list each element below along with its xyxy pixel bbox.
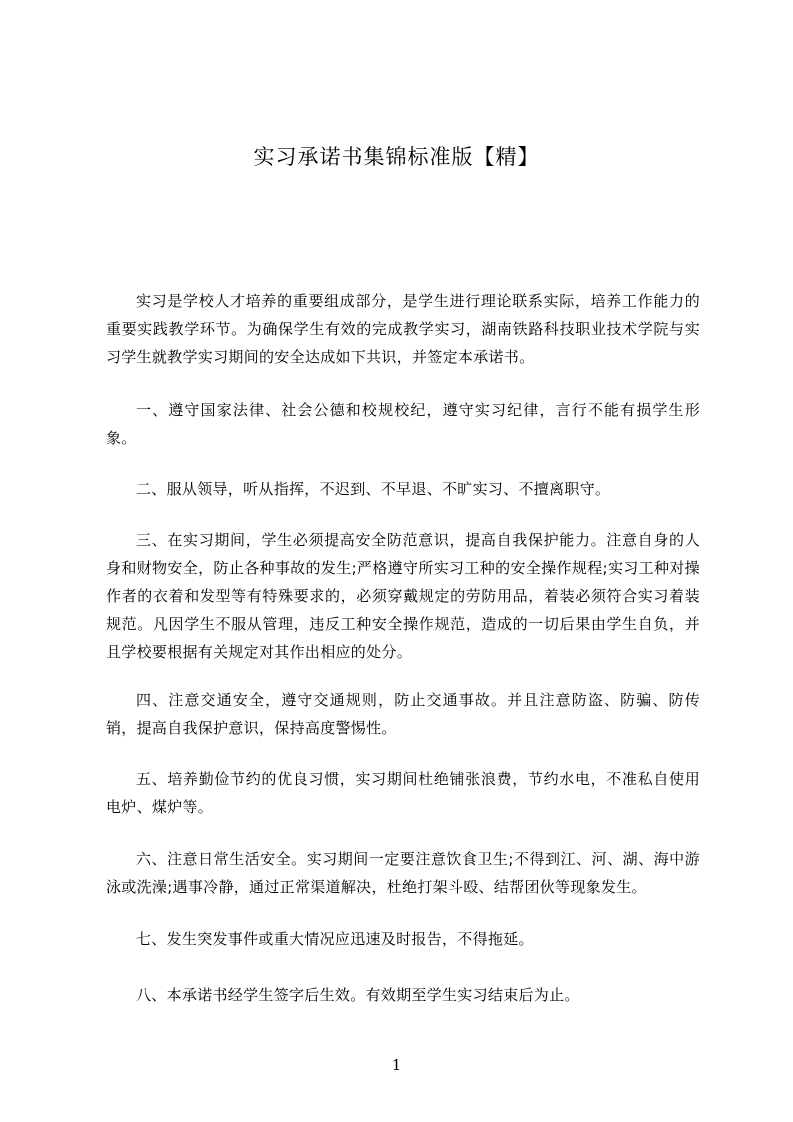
clause-5: 五、培养勤俭节约的优良习惯，实习期间杜绝铺张浪费，节约水电，不准私自使用电炉、煤炉等。 bbox=[106, 770, 700, 816]
document-title: 实习承诺书集锦标准版【精】 bbox=[253, 145, 540, 169]
intro-paragraph: 实习是学校人才培养的重要组成部分，是学生进行理论联系实际，培养工作能力的重要实践教学环节。为确保学生有效的完成教学实习，湖南铁路科技职业技术学院与实习学生就教学实习期间的安全达成如下共识，并签定本承诺书。 bbox=[106, 292, 700, 366]
clause-2: 二、服从领导，听从指挥，不迟到、不早退、不旷实习、不擅离职守。 bbox=[136, 480, 611, 498]
clause-6: 六、注意日常生活安全。实习期间一定要注意饮食卫生;不得到江、河、湖、海中游泳或洗澡;遇事冷静，通过正常渠道解决，杜绝打架斗殴、结帮团伙等现象发生。 bbox=[106, 850, 700, 896]
clause-1: 一、遵守国家法律、社会公德和校规校纪，遵守实习纪律，言行不能有损学生形象。 bbox=[106, 401, 700, 447]
clause-7: 七、发生突发事件或重大情况应迅速及时报告，不得拖延。 bbox=[136, 930, 534, 948]
clause-8: 八、本承诺书经学生签字后生效。有效期至学生实习结束后为止。 bbox=[136, 986, 580, 1004]
clause-4: 四、注意交通安全，遵守交通规则，防止交通事故。并且注意防盗、防骗、防传销，提高自我保护意识，保持高度警惕性。 bbox=[106, 691, 700, 737]
page-number: 1 bbox=[391, 1056, 402, 1074]
clause-3: 三、在实习期间，学生必须提高安全防范意识，提高自我保护能力。注意自身的人身和财物安全，防止各种事故的发生;严格遵守所实习工种的安全操作规程;实习工种对操作者的衣着和发型等有特殊要求的，必须穿戴规定的劳防用品，着装必须符合实习着装规范。凡因学生不服从管理，违反工种安全操作规范，造成的一切后果由学生自负，并且学校要根据有关规定对其作出相应的处分。 bbox=[106, 531, 700, 661]
